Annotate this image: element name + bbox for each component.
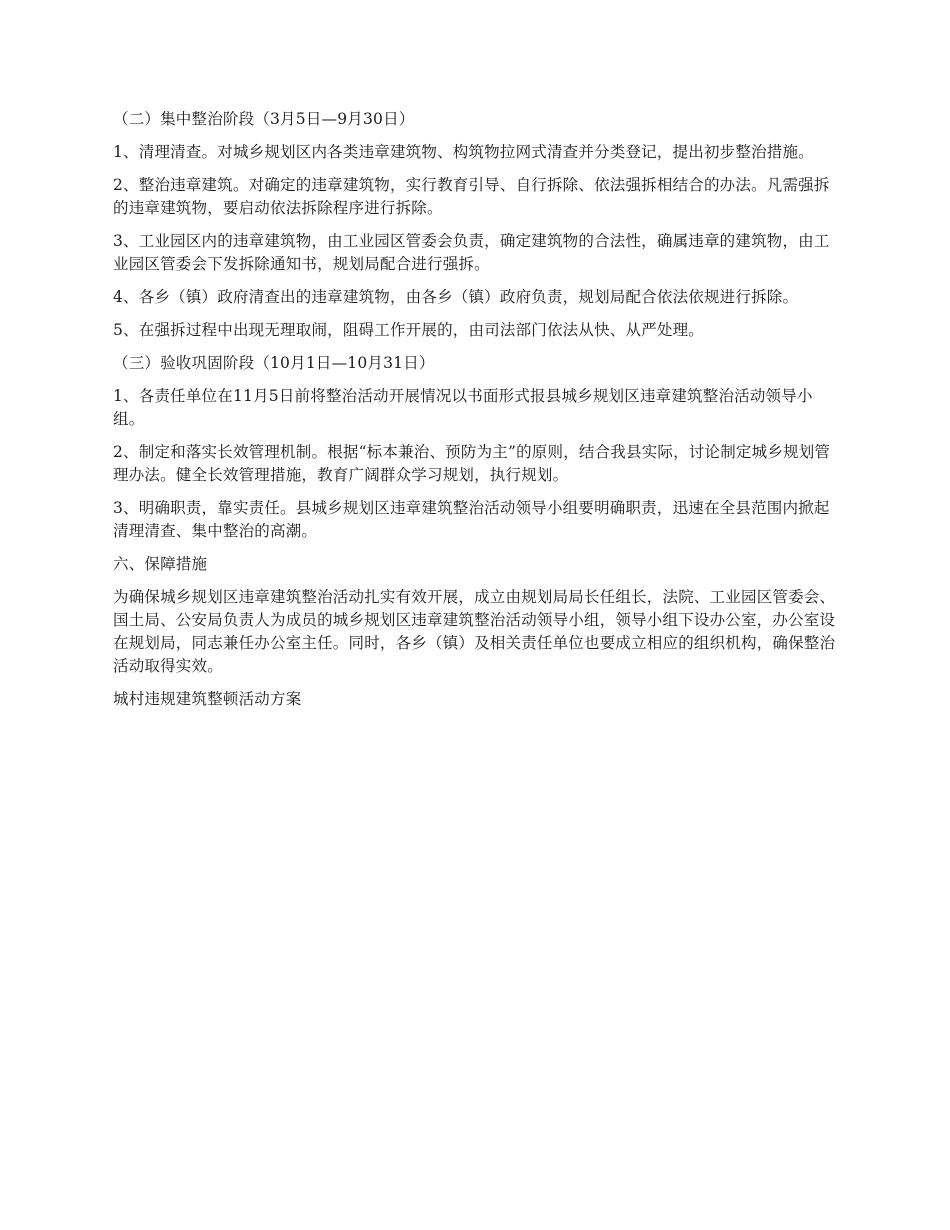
document-body <box>113 108 843 721</box>
document-title-footer: 城村违规建筑整顿活动方案 <box>113 690 302 708</box>
paragraph-item-4-townships: 4、各乡（镇）政府清查出的违章建筑物，由各乡（镇）政府负责，规划局配合依法依规进行拆除。 <box>113 288 799 306</box>
section-heading-safeguards: 六、保障措施 <box>113 555 208 573</box>
section-heading-acceptance-consolidation: （三）验收巩固阶段（10月1日—10月31日） <box>113 354 435 372</box>
paragraph-item-1-report: 1、各责任单位在11月5日前将整治活动开展情况以书面形式报县城乡规划区违章建筑整治活动领导小组。 <box>113 387 813 428</box>
paragraph-item-3-responsibilities: 3、明确职责，靠实责任。县城乡规划区违章建筑整治活动领导小组要明确职责，迅速在全县范围内掀起清理清查、集中整治的高潮。 <box>113 499 830 540</box>
paragraph-item-2-long-term-mechanism: 2、制定和落实长效管理机制。根据“标本兼治、预防为主”的原则，结合我县实际，讨论制定城乡规划管理办法。健全长效管理措施，教育广阔群众学习规划，执行规划。 <box>113 443 831 484</box>
section-heading-concentrated-rectification: （二）集中整治阶段（3月5日—9月30日） <box>113 110 415 128</box>
paragraph-item-3-industrial-park: 3、工业园区内的违章建筑物，由工业园区管委会负责，确定建筑物的合法性，确属违章的建筑物，由工业园区管委会下发拆除通知书，规划局配合进行强拆。 <box>113 232 830 273</box>
paragraph-item-1-clear-check: 1、清理清查。对城乡规划区内各类违章建筑物、构筑物拉网式清查并分类登记，提出初步整治措施。 <box>113 143 814 161</box>
paragraph-item-2-rectify: 2、整治违章建筑。对确定的违章建筑物，实行教育引导、自行拆除、依法强拆相结合的办法。凡需强拆的违章建筑物，要启动依法拆除程序进行拆除。 <box>113 176 830 217</box>
paragraph-safeguards-body: 为确保城乡规划区违章建筑整治活动扎实有效开展，成立由规划局局长任组长，法院、工业园区管委会、国土局、公安局负责人为成员的城乡规划区违章建筑整治活动领导小组，领导小组下设办公室，办公室设在规划局，同志兼任办公室主任。同时，各乡（镇）及相关责任单位也要成立相应的组织机构，确保整治活动取得实效。 <box>113 588 836 675</box>
paragraph-item-5-judicial: 5、在强拆过程中出现无理取闹，阻碍工作开展的，由司法部门依法从快、从严处理。 <box>113 321 704 339</box>
